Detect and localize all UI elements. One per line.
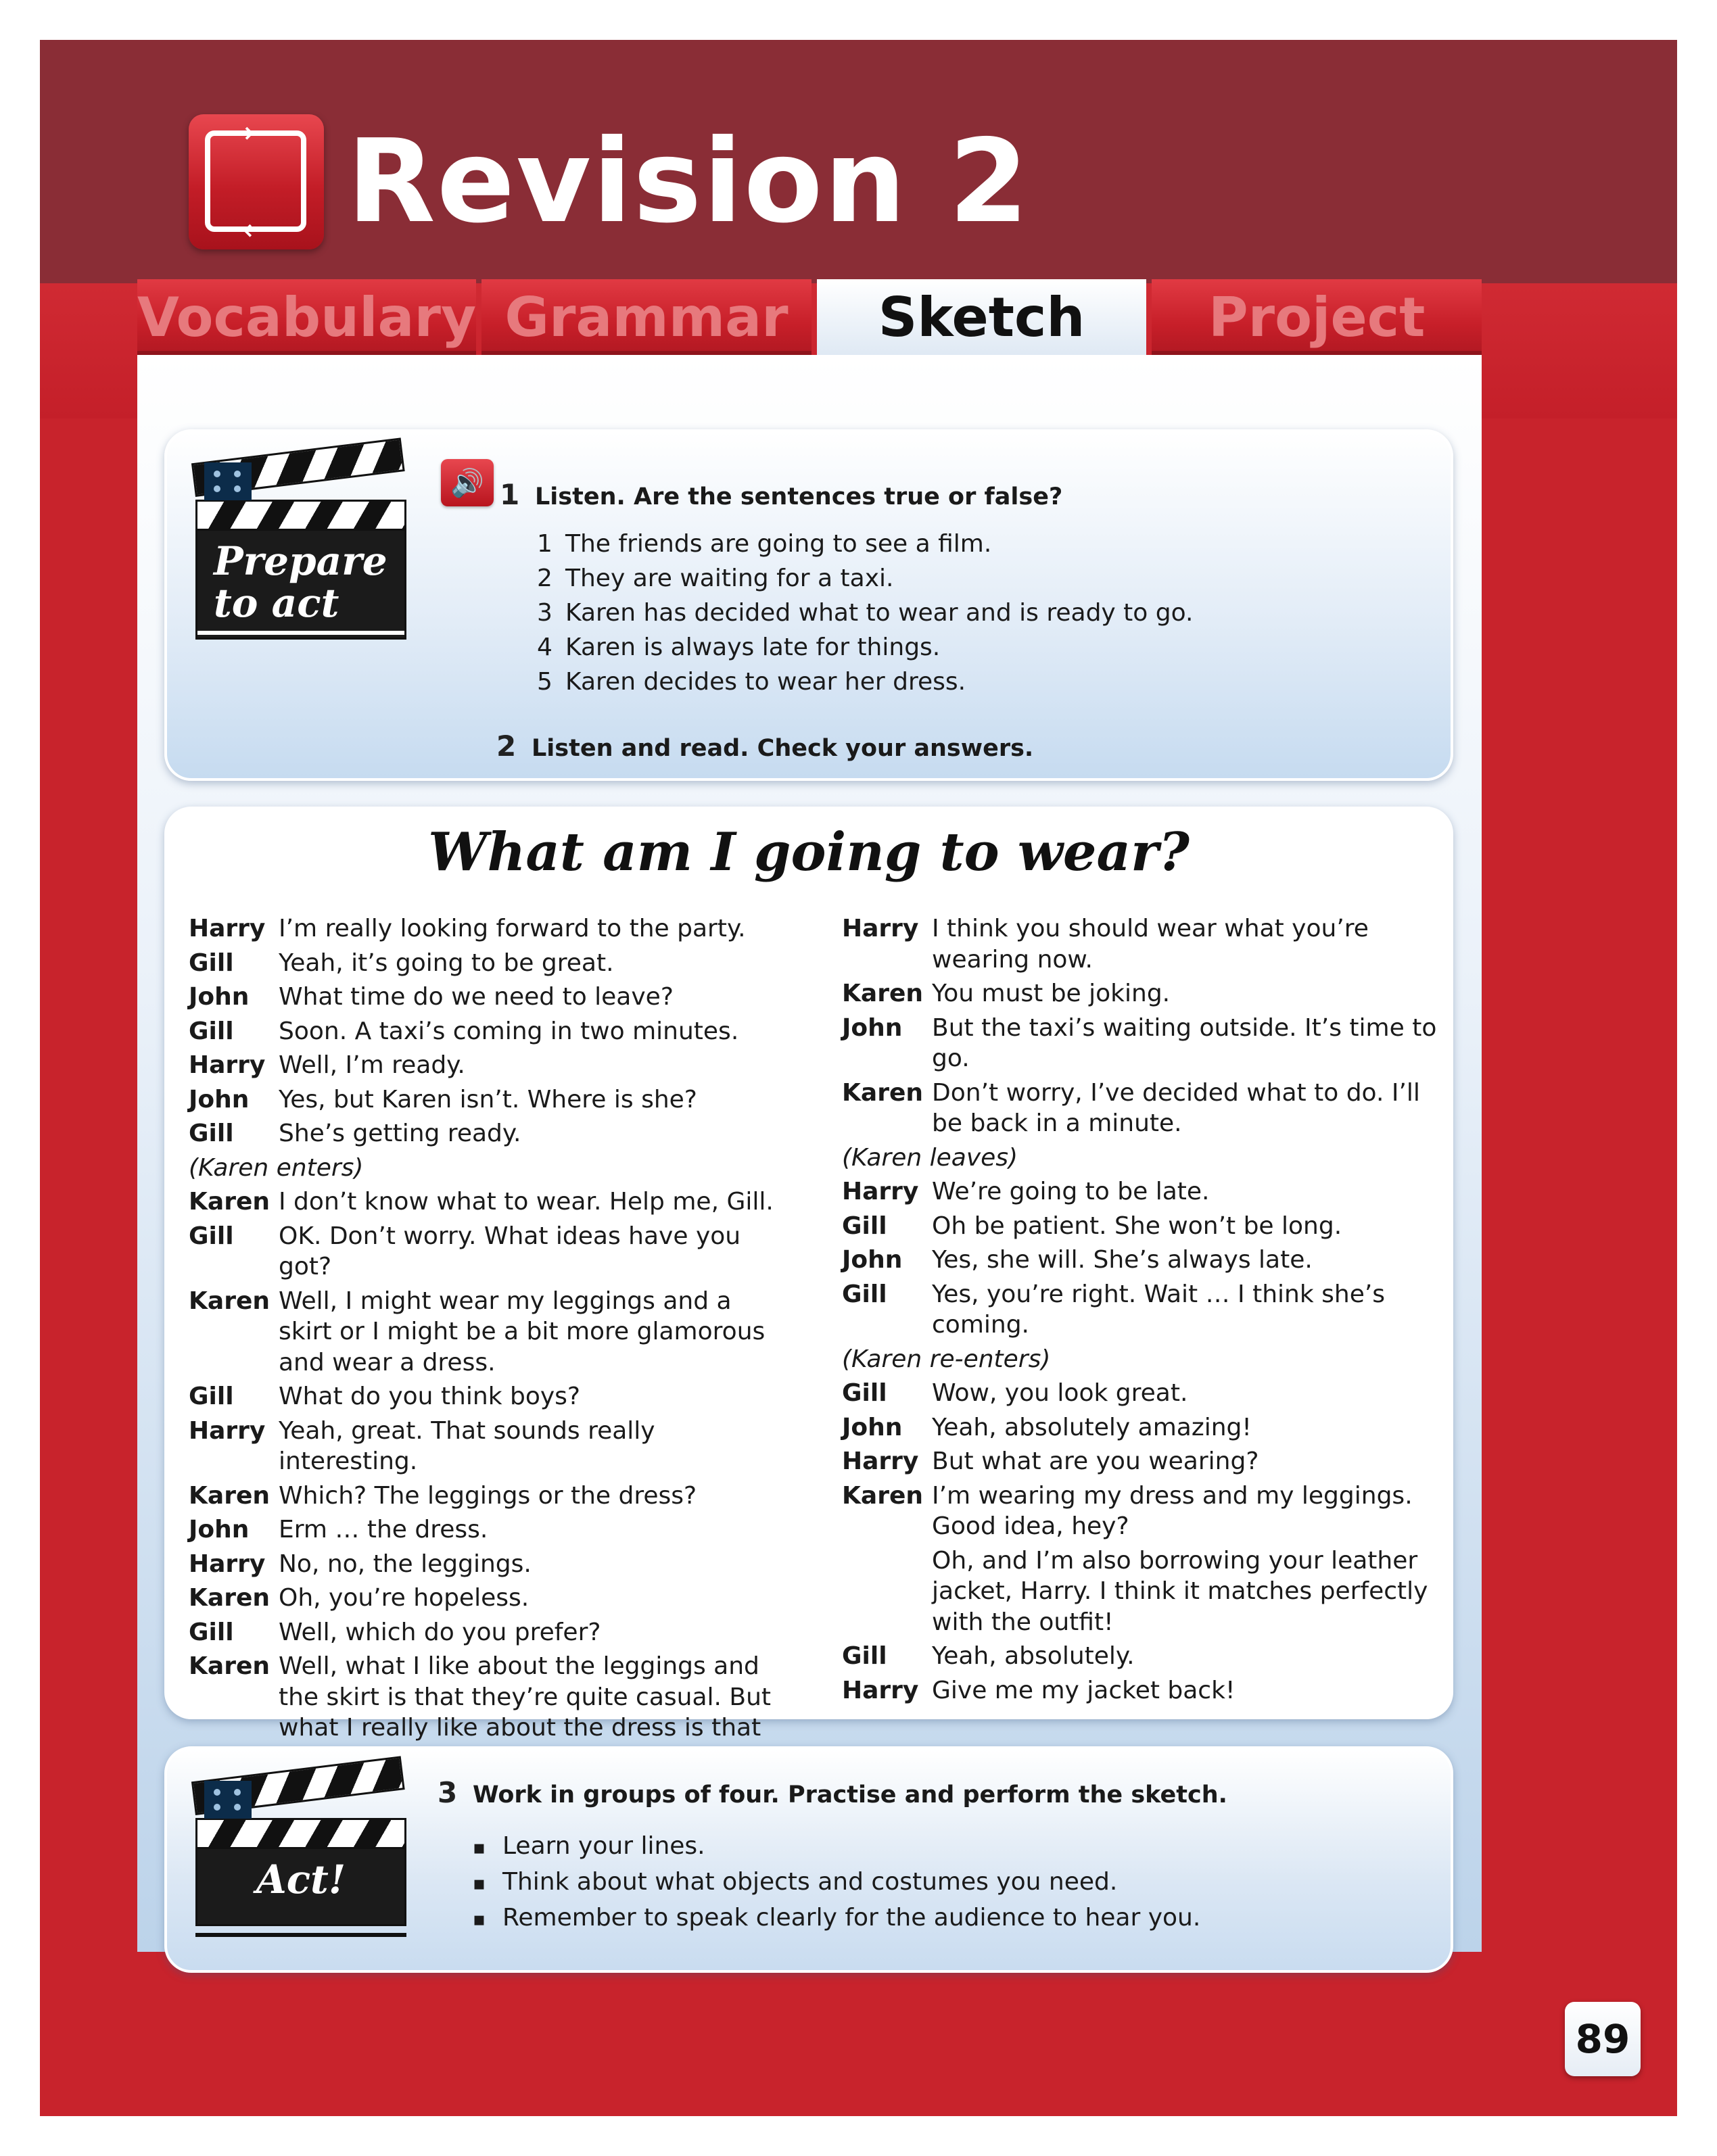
exercise-3-header: [438, 1776, 1227, 1809]
dialogue-line: [842, 1546, 1437, 1638]
dialogue-line: [842, 1675, 1437, 1706]
section-tabs: [137, 279, 1482, 355]
spoken-line: Yes, you’re right. Wait … I think she’s coming.: [932, 1280, 1386, 1339]
spoken-line: Give me my jacket back!: [932, 1676, 1236, 1704]
dialogue-line: [189, 1583, 784, 1614]
speaker-name: John: [842, 1246, 903, 1274]
speaker-name: Harry: [842, 915, 919, 942]
dialogue-line: [842, 1245, 1437, 1276]
speaker-name: Harry: [842, 1178, 919, 1205]
spoken-line: We’re going to be late.: [932, 1178, 1210, 1205]
dialogue-line: [189, 1187, 784, 1218]
dialogue-line: [189, 982, 784, 1013]
exercise-1-header: [500, 478, 1062, 511]
speaker-name: Harry: [842, 1676, 919, 1704]
spoken-line: Yes, she will. She’s always late.: [932, 1246, 1313, 1274]
spoken-line: Oh be patient. She won’t be long.: [932, 1212, 1342, 1240]
speaker-name: Karen: [842, 1481, 923, 1510]
dialogue-line: [189, 1016, 784, 1047]
dialogue-line: [842, 1078, 1437, 1139]
spoken-line: Well, I’m ready.: [279, 1051, 465, 1079]
speaker-name: Karen: [842, 1078, 923, 1107]
spoken-line: OK. Don’t worry. What ideas have you got?: [279, 1222, 741, 1280]
tab-grammar[interactable]: Grammar: [481, 279, 812, 355]
page-title: Revision 2: [347, 115, 1031, 249]
dialogue-line: [189, 1549, 784, 1580]
spoken-line: I’m really looking forward to the party.: [279, 915, 746, 942]
stage-direction: (Karen enters): [189, 1153, 364, 1182]
list-item: 4 Karen is always late for things.: [537, 633, 941, 661]
dialogue-line: [842, 1378, 1437, 1409]
speaker-name: Gill: [842, 1379, 887, 1407]
dialogue-line: [842, 1412, 1437, 1443]
spoken-line: Well, I might wear my leggings and a skirt or I might be a bit more glamorous and wear a dress.: [279, 1287, 766, 1376]
speaker-name: Gill: [189, 1017, 234, 1045]
prepare-box: [164, 429, 1453, 781]
spoken-line: Oh, and I’m also borrowing your leather jacket, Harry. I think it matches perfectly with the outfit!: [932, 1546, 1428, 1636]
speaker-name: Gill: [189, 949, 234, 977]
list-item: ▪ Remember to speak clearly for the audience to hear you.: [473, 1900, 1200, 1936]
dialogue-line: [189, 1416, 784, 1477]
spoken-line: Well, which do you prefer?: [279, 1618, 601, 1646]
spoken-line: Yeah, absolutely amazing!: [932, 1413, 1252, 1441]
speaker-name: Gill: [189, 1120, 234, 1147]
dialogue-line: [189, 1286, 784, 1379]
act-bullet-list: [473, 1829, 1200, 1936]
dialogue-line: [189, 1381, 784, 1412]
spoken-line: Oh, you’re hopeless.: [279, 1584, 530, 1612]
dialogue-line: [842, 1013, 1437, 1074]
spoken-line: Erm … the dress.: [279, 1516, 488, 1543]
dialogue-line: [842, 1641, 1437, 1672]
spoken-line: You must be joking.: [932, 980, 1171, 1007]
speaker-name: John: [189, 1085, 250, 1113]
speaker-name: John: [842, 1013, 903, 1042]
list-item: 3 Karen has decided what to wear and is ready to go.: [537, 599, 1194, 627]
speaker-name: Gill: [842, 1212, 887, 1240]
exercise-1-list: [537, 527, 1193, 699]
spoken-line: Yeah, great. That sounds really interesting.: [279, 1416, 655, 1475]
dialogue-line: [189, 1221, 784, 1283]
speaker-name: Harry: [842, 1447, 919, 1475]
spoken-line: But the taxi’s waiting outside. It’s time to go.: [932, 1013, 1437, 1072]
exercise-2-header: [496, 729, 1033, 763]
header-band: [40, 40, 1677, 283]
spoken-line: What time do we need to leave?: [279, 983, 674, 1011]
dialogue-line: [842, 1446, 1437, 1477]
dialogue-line: [189, 913, 784, 944]
speaker-name: Harry: [189, 915, 266, 942]
exercise-instruction: Work in groups of four. Practise and perform the sketch.: [473, 1781, 1227, 1808]
page-number: 89: [1565, 2002, 1641, 2076]
speaker-name: Gill: [189, 1618, 234, 1646]
spoken-line: I’m wearing my dress and my leggings. Good idea, hey?: [932, 1481, 1413, 1540]
dialogue-line: [189, 1481, 784, 1512]
header-title-group: [189, 114, 1030, 249]
dialogue-line: [189, 1118, 784, 1149]
speaker-name: Karen: [189, 1188, 270, 1216]
speaker-name: Harry: [189, 1051, 266, 1079]
speaker-name: Karen: [189, 1481, 270, 1510]
spoken-line: Well, what I like about the leggings and the skirt is that they’re quite casual. But what I really like about the dress is that: [279, 1652, 772, 1742]
clapperboard-icon: [195, 458, 406, 640]
clapper-label-prepare: Prepare: [214, 538, 387, 584]
dialogue-title: What am I going to wear?: [428, 821, 1190, 883]
spoken-line: Don’t worry, I’ve decided what to do. I’ll be back in a minute.: [932, 1078, 1420, 1137]
spoken-line: Soon. A taxi’s coming in two minutes.: [279, 1017, 739, 1045]
tab-sketch[interactable]: Sketch: [817, 279, 1147, 355]
spoken-line: Which? The leggings or the dress?: [279, 1481, 697, 1510]
dialogue-line: [842, 1211, 1437, 1242]
spoken-line: I think you should wear what you’re wearing now.: [932, 915, 1369, 974]
exercise-number: 1: [500, 478, 520, 511]
dialogue-line: [189, 1514, 784, 1546]
speaker-name: Karen: [842, 980, 923, 1007]
speaker-name: Gill: [189, 1222, 234, 1250]
speaker-icon[interactable]: 🔊: [441, 459, 494, 506]
dialogue-box: [164, 807, 1453, 1742]
spoken-line: I don’t know what to wear. Help me, Gill.: [279, 1188, 774, 1216]
speaker-name: Gill: [842, 1642, 887, 1670]
speaker-name: Karen: [189, 1287, 270, 1315]
dialogue-right-column: [842, 913, 1437, 1709]
content-panel: [137, 355, 1482, 1952]
clapperboard-icon: [195, 1776, 406, 1937]
speaker-name: John: [842, 1413, 903, 1441]
stage-direction: (Karen leaves): [842, 1143, 1018, 1172]
spoken-line: But what are you wearing?: [932, 1447, 1259, 1475]
list-item: ▪ Learn your lines.: [473, 1829, 1200, 1865]
speaker-name: Gill: [189, 1383, 234, 1410]
list-item: 1 The friends are going to see a film.: [537, 530, 992, 558]
dialogue-line: [189, 1617, 784, 1648]
speaker-name: Karen: [189, 1584, 270, 1612]
spoken-line: Yeah, absolutely.: [932, 1642, 1135, 1670]
spoken-line: Yes, but Karen isn’t. Where is she?: [279, 1085, 697, 1113]
exercise-number: 3: [438, 1776, 458, 1809]
speaker-name: Gill: [842, 1280, 887, 1308]
dialogue-left-column: [189, 913, 784, 1777]
dialogue-line: [189, 948, 784, 979]
clapper-label-to-act: to act: [214, 580, 339, 626]
list-item: 5 Karen decides to wear her dress.: [537, 668, 966, 696]
clapper-label-act: Act!: [256, 1856, 346, 1902]
dialogue-line: [842, 978, 1437, 1009]
act-box: [164, 1746, 1453, 1973]
list-item: ▪ Think about what objects and costumes you need.: [473, 1865, 1200, 1900]
spoken-line: She’s getting ready.: [279, 1120, 521, 1147]
dialogue-line: [842, 913, 1437, 975]
tab-vocabulary[interactable]: Vocabulary: [137, 279, 476, 355]
spoken-line: No, no, the leggings.: [279, 1550, 532, 1578]
tab-project[interactable]: Project: [1152, 279, 1482, 355]
speaker-name: Harry: [189, 1550, 266, 1578]
dialogue-line: [189, 1050, 784, 1081]
speaker-name: [842, 1546, 932, 1638]
speaker-name: Karen: [189, 1652, 270, 1680]
dialogue-line: [842, 1176, 1437, 1207]
speaker-name: John: [189, 983, 250, 1011]
exercise-instruction: Listen. Are the sentences true or false?: [535, 483, 1063, 510]
dialogue-line: [842, 1279, 1437, 1341]
stage-direction: (Karen re-enters): [842, 1345, 1051, 1373]
dialogue-line: [842, 1481, 1437, 1542]
exercise-instruction: Listen and read. Check your answers.: [532, 735, 1034, 762]
spoken-line: Wow, you look great.: [932, 1379, 1188, 1407]
spoken-line: Yeah, it’s going to be great.: [279, 949, 614, 977]
list-item: 2 They are waiting for a taxi.: [537, 565, 894, 592]
revision-arrows-icon: → ←: [189, 114, 324, 249]
speaker-name: Harry: [189, 1416, 266, 1445]
exercise-number: 2: [496, 729, 517, 763]
speaker-name: John: [189, 1516, 250, 1543]
dialogue-line: [189, 1084, 784, 1116]
spoken-line: What do you think boys?: [279, 1383, 581, 1410]
